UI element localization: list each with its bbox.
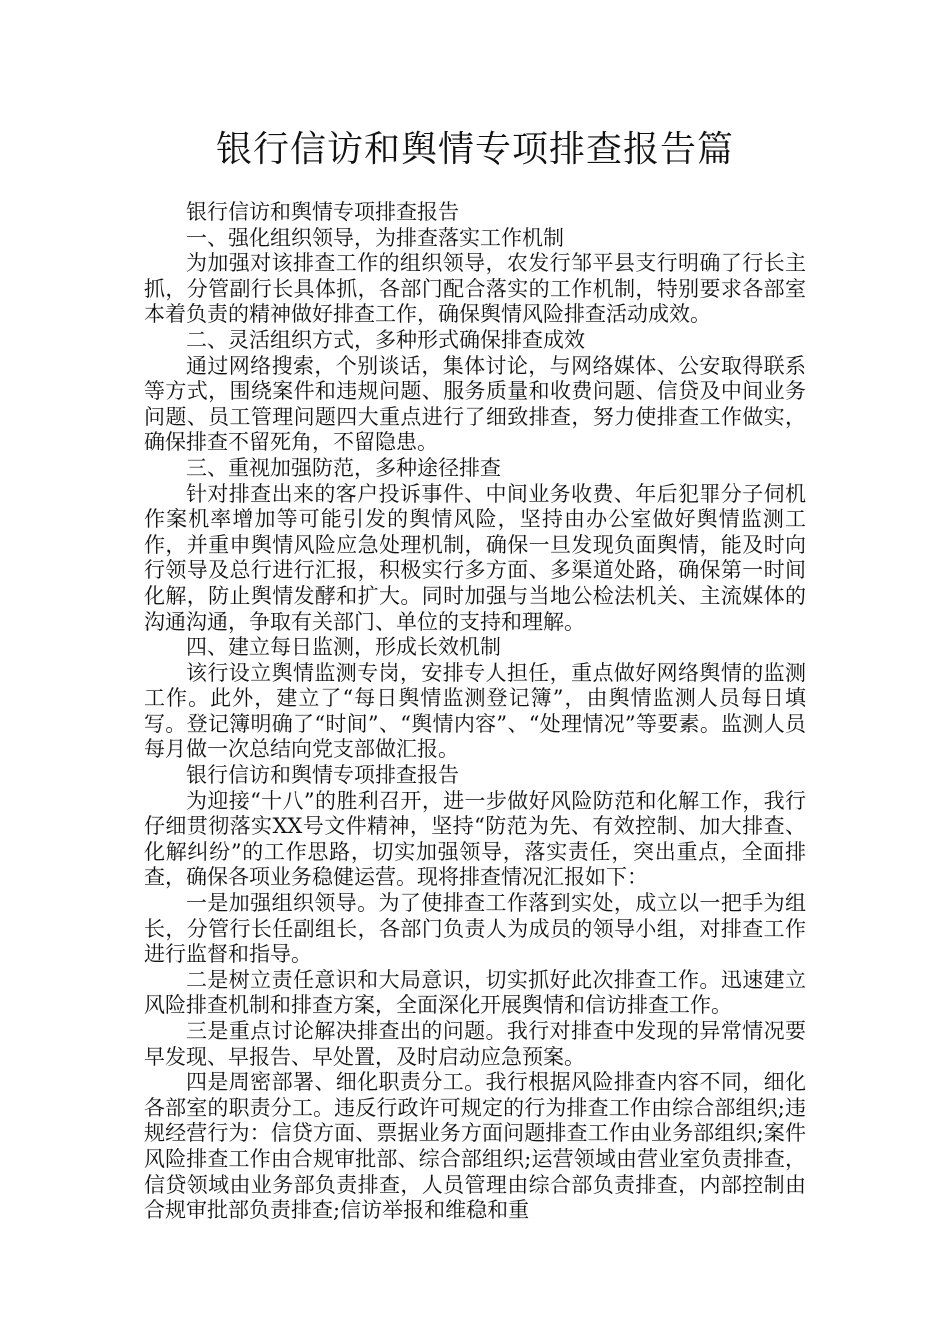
paragraph-subtitle: 银行信访和舆情专项排查报告 [186, 763, 459, 788]
section-heading-1: 一、强化组织领导，为排查落实工作机制 [186, 225, 564, 250]
document-title: 银行信访和舆情专项排查报告篇 [215, 129, 734, 170]
paragraph: 一是加强组织领导。为了使排查工作落到实处，成立以一把手为组长，分管行长任副组长，各部门负责人为成员的领导小组，对排查工作进行监督和指导。 [144, 891, 806, 967]
paragraph: 二是树立责任意识和大局意识，切实抓好此次排查工作。迅速建立风险排查机制和排查方案，全面深化开展舆情和信访排查工作。 [144, 967, 806, 1018]
paragraph: 三是重点讨论解决排查出的问题。我行对排查中发现的异常情况要早发现、早报告、早处置，及时启动应急预案。 [144, 1019, 806, 1069]
section-heading-3: 三、重视加强防范，多种途径排查 [186, 455, 501, 480]
section-heading-2: 二、灵活组织方式，多种形式确保排查成效 [186, 327, 585, 352]
section-heading-4: 四、建立每日监测，形成长效机制 [186, 635, 501, 660]
paragraph: 该行设立舆情监测专岗，安排专人担任，重点做好网络舆情的监测工作。此外，建立了“每日舆情监测登记簿”，由舆情监测人员每日填写。登记簿明确了“时间”、“舆情内容”、“处理情况”等要素。监测人员每月做一次总结向党支部做汇报。 [144, 660, 806, 762]
paragraph: 四是周密部署、细化职责分工。我行根据风险排查内容不同，细化各部室的职责分工。违反行政许可规定的行为排查工作由综合部组织;违规经营行为：信贷方面、票据业务方面问题排查工作由业务部组织;案件风险排查工作由合规审批部、综合部组织;运营领域由营业室负责排查，信贷领域由业务部负责排查，人员管理由综合部负责排查，内部控制由合规审批部负责排查;信访举报和维稳和重 [144, 1070, 806, 1223]
document-body [144, 200, 806, 1224]
paragraph: 为迎接“十八”的胜利召开，进一步做好风险防范和化解工作，我行仔细贯彻落实XX号文件精神，坚持“防范为先、有效控制、加大排查、化解纠纷”的工作思路，切实加强领导，落实责任，突出重点，全面排查，确保各项业务稳健运营。现将排查情况汇报如下： [144, 788, 806, 890]
paragraph: 为加强对该排查工作的组织领导，农发行邹平县支行明确了行长主抓，分管副行长具体抓，各部门配合落实的工作机制，特别要求各部室本着负责的精神做好排查工作，确保舆情风险排查活动成效。 [144, 251, 806, 327]
paragraph: 针对排查出来的客户投诉事件、中间业务收费、年后犯罪分子伺机作案机率增加等可能引发的舆情风险，坚持由办公室做好舆情监测工作，并重申舆情风险应急处理机制，确保一旦发现负面舆情，能及时向行领导及总行进行汇报，积极实行多方面、多渠道处路，确保第一时间化解，防止舆情发酵和扩大。同时加强与当地公检法机关、主流媒体的沟通沟通，争取有关部门、单位的支持和理解。 [144, 481, 806, 634]
paragraph-subtitle: 银行信访和舆情专项排查报告 [186, 200, 459, 224]
paragraph: 通过网络搜索，个别谈话，集体讨论，与网络媒体、公安取得联系等方式，围绕案件和违规问题、服务质量和收费问题、信贷及中间业务问题、员工管理问题四大重点进行了细致排查，努力使排查工作做实，确保排查不留死角，不留隐患。 [144, 353, 806, 455]
